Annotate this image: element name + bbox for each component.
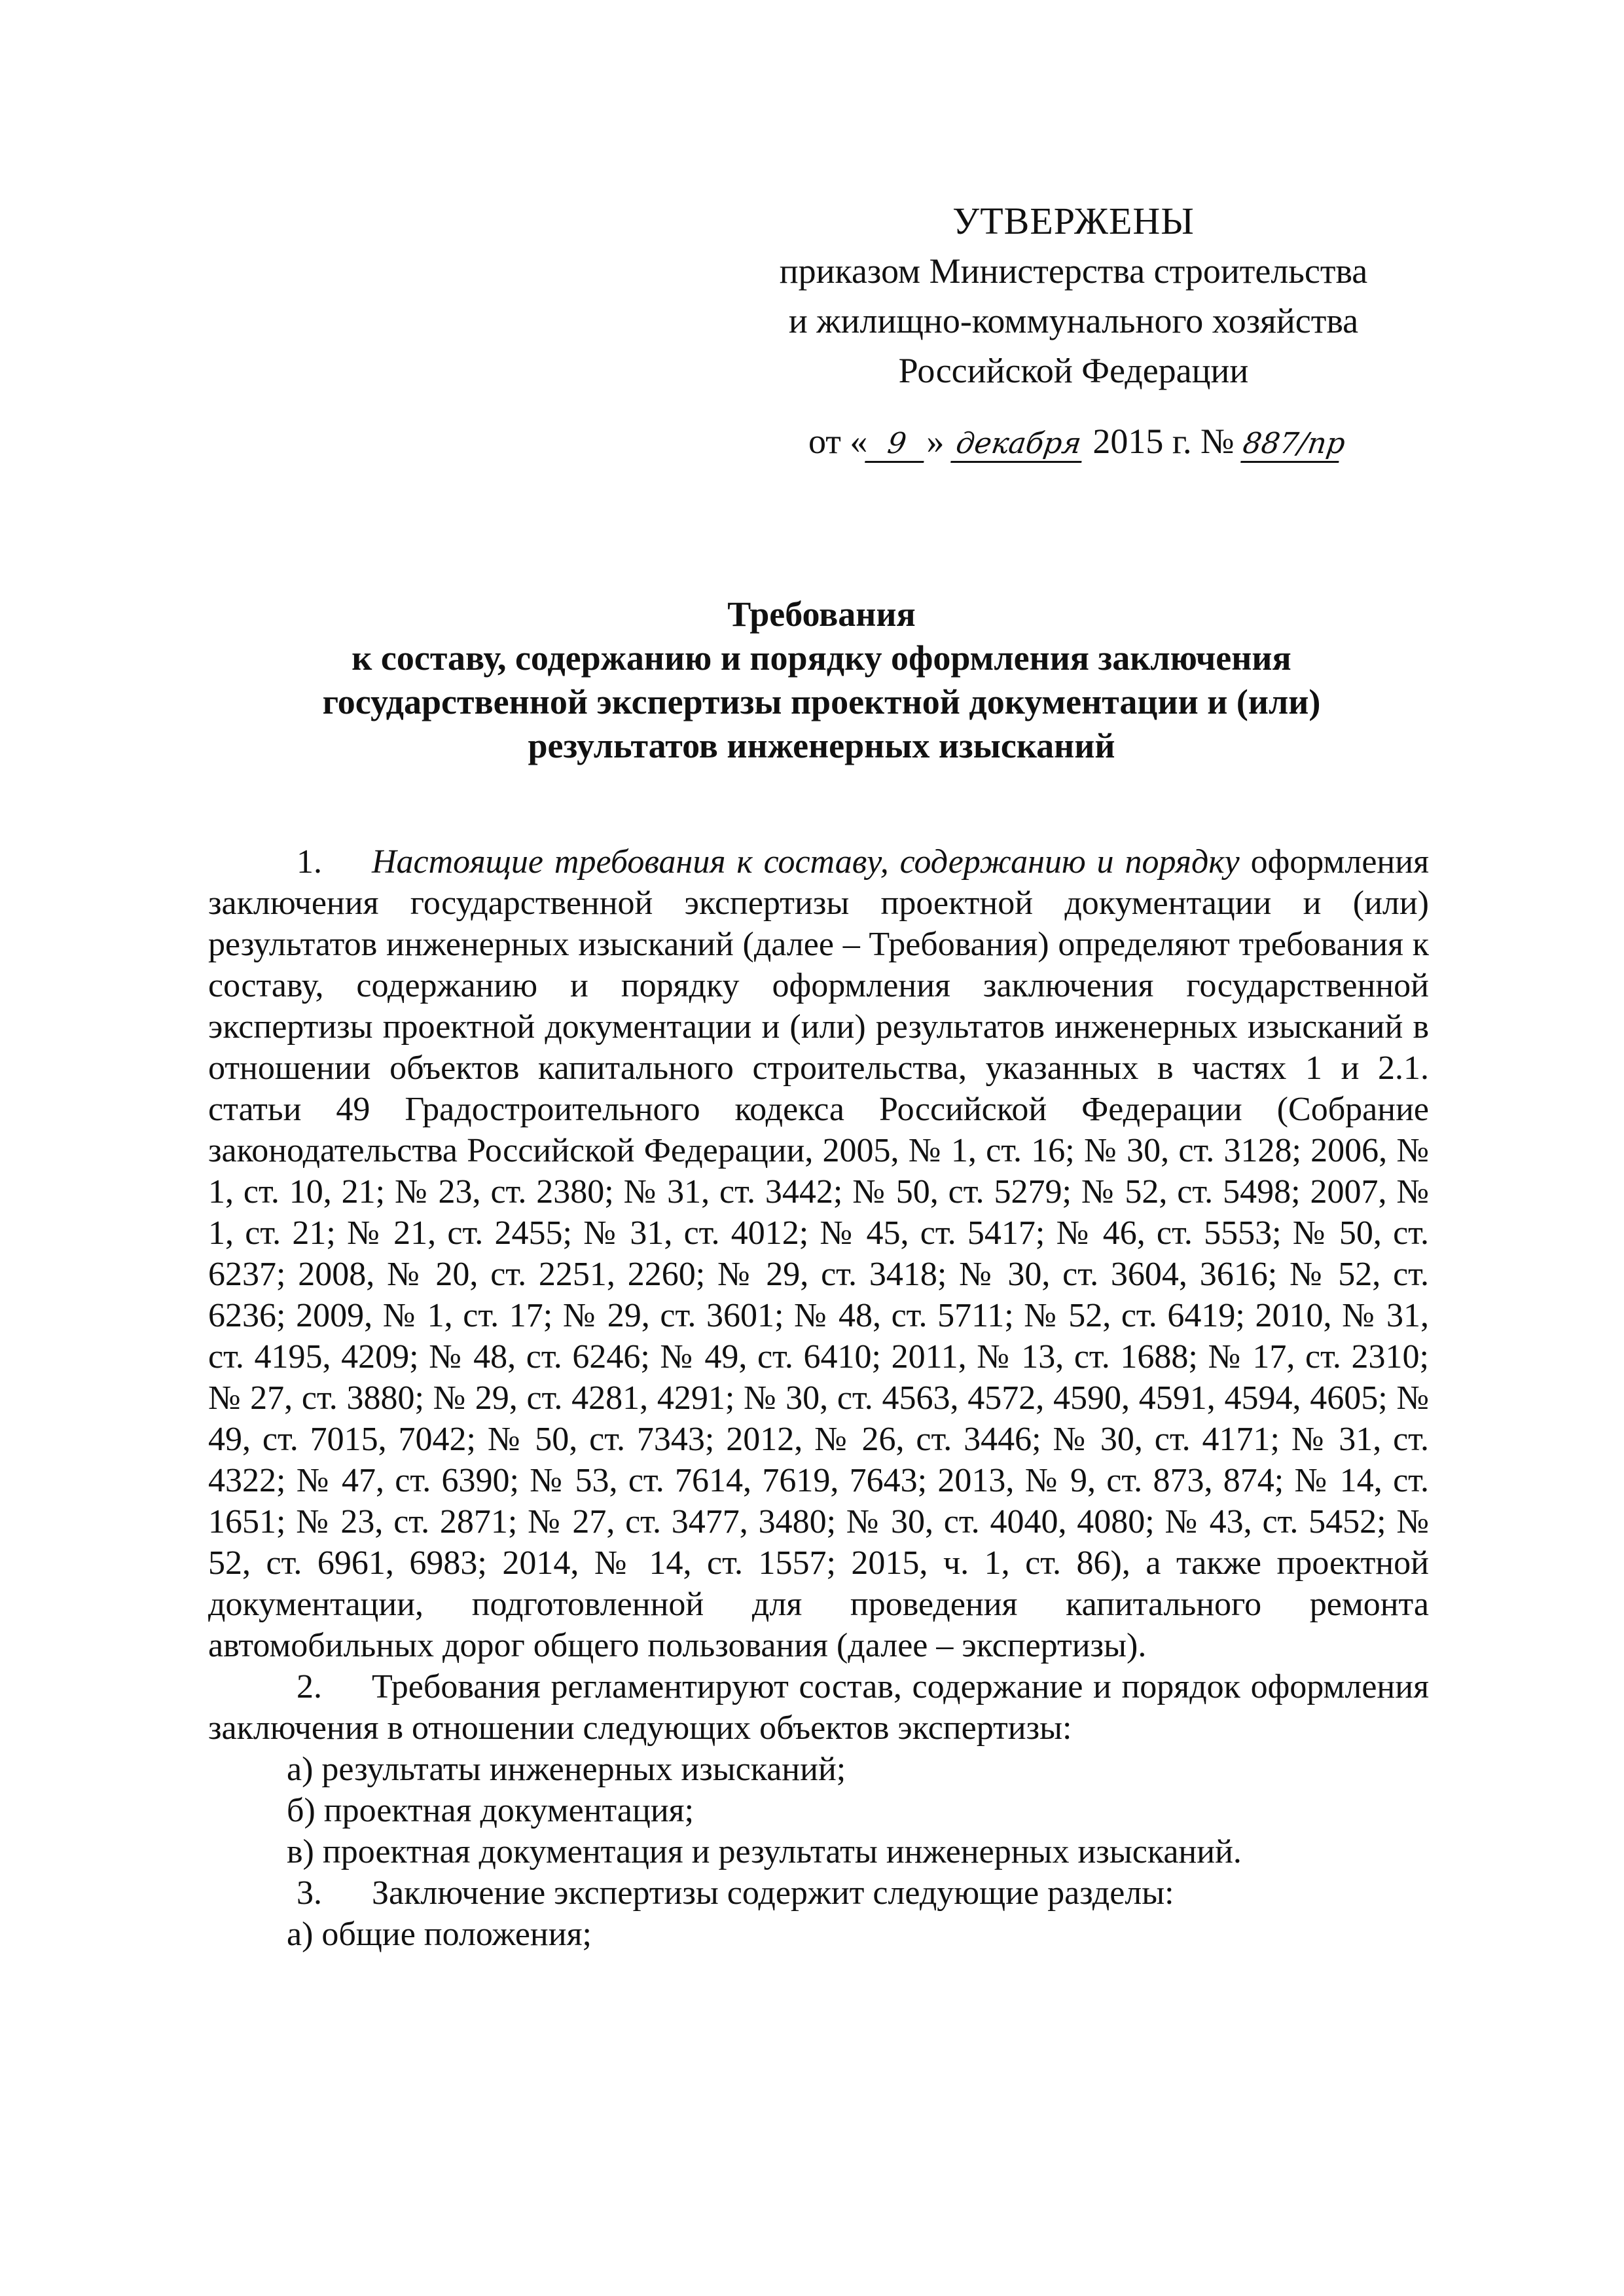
order-prefix: от «: [808, 422, 868, 461]
title-line-3: государственной экспертизы проектной документации и (или): [322, 682, 1321, 721]
paragraph-2: [208, 1666, 1429, 1749]
paragraph-3: [208, 1872, 1429, 1914]
list-item: б) проектная документация;: [287, 1792, 695, 1829]
paragraph-1-text: оформления заключения государственной экспертизы проектной документации и (или) результатов инженерных изысканий (далее – Требования) определяют требования к составу, содержанию и порядку оформления заключения государственной экспертизы проектной документации и (или) результатов инженерных изысканий в отношении объектов капитального строительства, указанных в частях 1 и 2.1. статьи 49 Градостроительного кодекса Российской Федерации (Собрание законодательства Российской Федерации, 2005, № 1, ст. 16; № 30, ст. 3128; 2006, № 1, ст. 10, 21; № 23, ст. 2380; № 31, ст. 3442; № 50, ст. 5279; № 52, ст. 5498; 2007, № 1, ст. 21; № 21, ст. 2455; № 31, ст. 4012; № 45, ст. 5417; № 46, ст. 5553; № 50, ст. 6237; 2008, № 20, ст. 2251, 2260; № 29, ст. 3418; № 30, ст. 3604, 3616; № 52, ст. 6236; 2009, № 1, ст. 17; № 29, ст. 3601; № 48, ст. 5711; № 52, ст. 6419; 2010, № 31, ст. 4195, 4209; № 48, ст. 6246; № 49, ст. 6410; 2011, № 13, ст. 1688; № 17, ст. 2310; № 27, ст. 3880; № 29, ст. 4281, 4291; № 30, ст. 4563, 4572, 4590, 4591, 4594, 4605; № 49, ст. 7015, 7042; № 50, ст. 7343; 2012, № 26, ст. 3446; № 30, ст. 4171; № 31, ст. 4322; № 47, ст. 6390; № 53, ст. 7614, 7619, 7643; 2013, № 9, ст. 873, 874; № 14, ст. 1651; № 23, ст. 2871; № 27, ст. 3477, 3480; № 30, ст. 4040, 4080; № 43, ст. 5452; № 52, ст. 6961, 6983; 2014, № 14, ст. 1557; 2015, ч. 1, ст. 86), а также проектной документации, подготовленной для проведения капитального ремонта автомобильных дорог общего пользования (далее – экспертизы).: [208, 843, 1430, 1664]
document-body: [208, 841, 1429, 1955]
order-quote-close: »: [926, 422, 945, 461]
order-day-handwritten: 9: [865, 427, 929, 463]
title-line-4: результатов инженерных изысканий: [528, 726, 1115, 765]
document-title: [249, 592, 1394, 768]
order-year: 2015 г. №: [1092, 422, 1235, 461]
list-item: а) результаты инженерных изысканий;: [287, 1751, 846, 1788]
list-item: а) общие положения;: [287, 1916, 592, 1953]
paragraph-2-number: 2.: [297, 1668, 322, 1705]
order-month-handwritten: декабря: [950, 427, 1087, 463]
title-line-1: Требования: [727, 594, 916, 634]
order-reference: [808, 416, 1476, 466]
list-item: в) проектная документация и результаты инженерных изысканий.: [287, 1833, 1242, 1870]
title-line-2: к составу, содержанию и порядку оформления заключения: [352, 638, 1291, 678]
paragraph-3-number: 3.: [297, 1874, 322, 1912]
paragraph-1-number: 1.: [297, 843, 322, 881]
approval-block: [740, 196, 1407, 395]
approval-line-1: приказом Министерства строительства: [779, 251, 1368, 291]
approval-line-2: и жилищно-коммунального хозяйства: [788, 301, 1359, 340]
order-number-handwritten: 887/пр: [1240, 427, 1344, 463]
paragraph-3-text: Заключение экспертизы содержит следующие разделы:: [372, 1874, 1174, 1912]
approval-title: УТВЕРЖЕНЫ: [952, 200, 1195, 242]
paragraph-2-text: Требования регламентируют состав, содержание и порядок оформления заключения в отношении следующих объектов экспертизы:: [208, 1668, 1429, 1747]
approval-line-3: Российской Федерации: [898, 351, 1249, 390]
paragraph-1: [208, 841, 1429, 1666]
paragraph-1-lead: Настоящие требования к составу, содержанию и порядку: [372, 843, 1240, 881]
